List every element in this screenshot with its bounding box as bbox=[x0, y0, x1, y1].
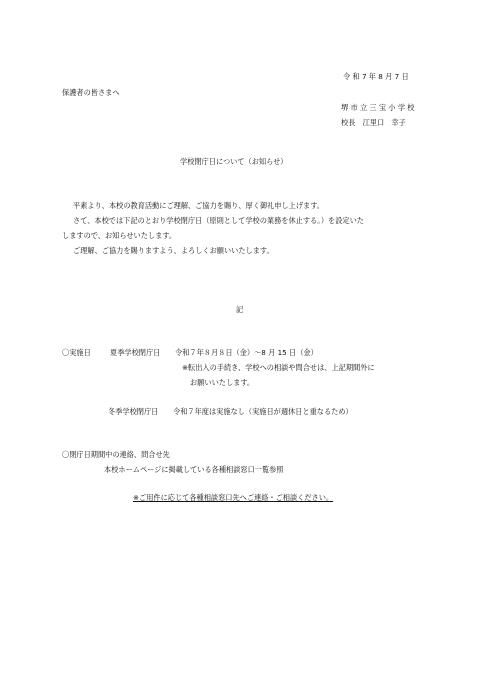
recipient: 保護者の皆さまへ bbox=[62, 88, 120, 97]
note-line-2: お願いいたします。 bbox=[190, 378, 255, 387]
winter-closure-text: 令和７年度は実施なし（実施日が週休日と重なるため） bbox=[173, 407, 353, 416]
summer-closure-label: 夏季学校閉庁日 bbox=[110, 348, 161, 357]
school-name: 堺 市 立 三 宝 小 学 校 bbox=[341, 103, 415, 112]
winter-closure-label: 冬季学校閉庁日 bbox=[108, 407, 159, 416]
note-line-1: ※転出入の手続き、学校への相談や問合せは、上記期間外に bbox=[182, 363, 375, 372]
body-line-1: 平素より、本校の教育活動にご理解、ご協力を賜り、厚く御礼申し上げます。 bbox=[73, 201, 324, 210]
body-line-2: さて、本校では下記のとおり学校閉庁日（原則として学校の業務を休止する。）を設定いた bbox=[73, 216, 364, 225]
implementation-label: 〇実施日 bbox=[62, 348, 91, 357]
body-line-3: しますので、お知らせいたします。 bbox=[62, 231, 177, 240]
summer-closure-dates: 令和７年８月８日（金）～8 月 15 日（金） bbox=[175, 348, 318, 357]
issue-date: 令 和 7 年 8 月 7 日 bbox=[343, 72, 409, 81]
body-line-4: ご理解、ご協力を賜りますよう、よろしくお願いいたします。 bbox=[73, 246, 274, 255]
document-title: 学校閉庁日について（お知らせ） bbox=[180, 157, 288, 166]
contact-notice: ※ご用件に応じて各種相談窓口先へご連絡・ご相談ください。 bbox=[133, 493, 334, 502]
ki-heading: 記 bbox=[236, 305, 244, 314]
principal-name: 校長 江里口 幸子 bbox=[341, 118, 406, 127]
contact-text: 本校ホームページに掲載している各種相談窓口一覧参照 bbox=[104, 465, 284, 474]
contact-heading: 〇閉庁日期間中の連絡、問合せ先 bbox=[62, 450, 170, 459]
